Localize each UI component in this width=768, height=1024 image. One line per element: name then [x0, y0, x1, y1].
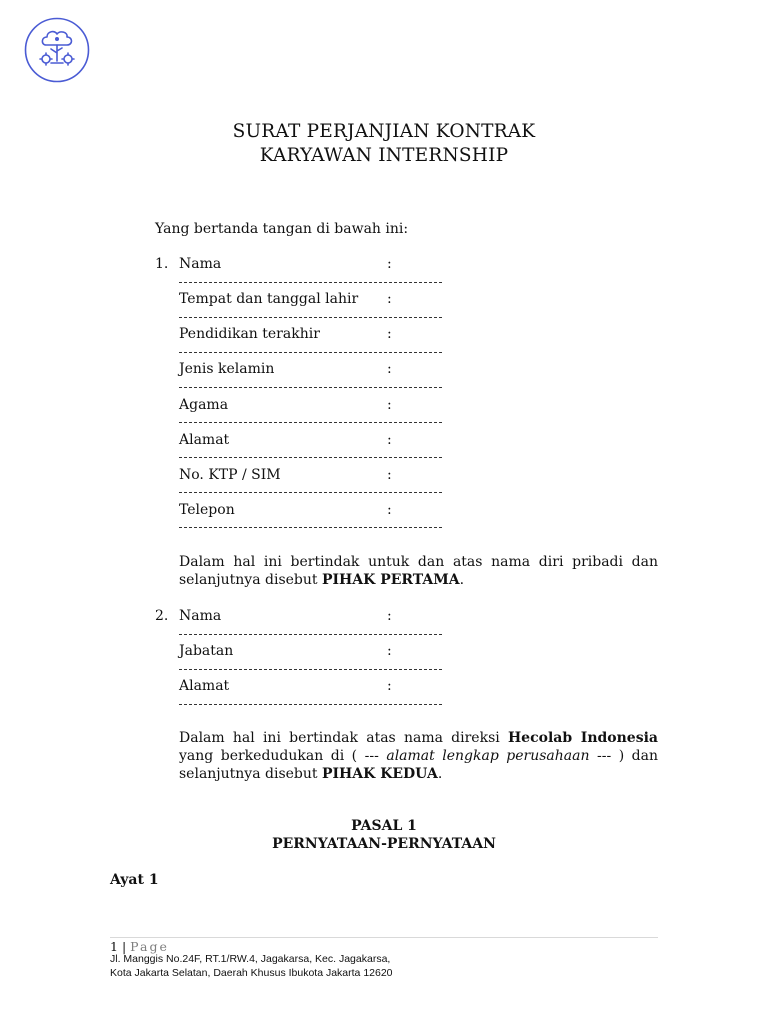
fill-in-line[interactable]	[179, 704, 442, 705]
fill-in-line[interactable]	[179, 634, 442, 635]
party-1-field-label: Agama	[179, 397, 229, 413]
pasal-number: PASAL 1	[351, 818, 417, 834]
party-1-field-label: No. KTP / SIM	[179, 467, 281, 483]
company-name: Hecolab Indonesia	[507, 730, 658, 746]
party-1-field-label: Tempat dan tanggal lahir	[179, 291, 359, 307]
party-1-field-label: Telepon	[179, 502, 235, 518]
logo-tree-gears-icon	[24, 17, 90, 83]
field-colon: :	[387, 326, 392, 342]
document-title-line-2: KARYAWAN INTERNSHIP	[259, 145, 509, 166]
party-2-number: 2.	[155, 608, 169, 624]
field-colon: :	[387, 432, 392, 448]
field-colon: :	[387, 678, 392, 694]
fill-in-line[interactable]	[179, 457, 442, 458]
document-title-line-1: SURAT PERJANJIAN KONTRAK	[232, 121, 536, 142]
field-colon: :	[387, 467, 392, 483]
fill-in-line[interactable]	[179, 282, 442, 283]
footer-address-line-2: Kota Jakarta Selatan, Daerah Khusus Ibukota Jakarta 12620	[110, 967, 393, 979]
party-1-field-label: Jenis kelamin	[179, 361, 275, 377]
fill-in-line[interactable]	[179, 492, 442, 493]
field-colon: :	[387, 361, 392, 377]
footer-divider	[110, 937, 658, 938]
field-colon: :	[387, 608, 392, 624]
party-2-field-label: Jabatan	[179, 643, 234, 659]
party-1-field-label: Alamat	[179, 432, 230, 448]
fill-in-line[interactable]	[179, 527, 442, 528]
party-2-field-label: Nama	[179, 608, 222, 624]
field-colon: :	[387, 502, 392, 518]
footer-address-line-1: Jl. Manggis No.24F, RT.1/RW.4, Jagakarsa, Kec. Jagakarsa,	[110, 953, 391, 965]
field-colon: :	[387, 643, 392, 659]
address-placeholder: alamat lengkap perusahaan	[386, 748, 590, 764]
intro-text: Yang bertanda tangan di bawah ini:	[155, 221, 409, 237]
fill-in-line[interactable]	[179, 317, 442, 318]
fill-in-line[interactable]	[179, 387, 442, 388]
party-1-designation: PIHAK PERTAMA	[321, 572, 460, 588]
field-colon: :	[387, 256, 392, 272]
fill-in-line[interactable]	[179, 422, 442, 423]
field-colon: :	[387, 291, 392, 307]
party-1-number: 1.	[155, 256, 169, 272]
page-number: 1 | Page	[110, 939, 169, 954]
fill-in-line[interactable]	[179, 669, 442, 670]
party-1-field-label: Pendidikan terakhir	[179, 326, 320, 342]
party-1-statement: Dalam hal ini bertindak untuk dan atas nama diri pribadi dan selanjutnya disebut PIHAK PERTAMA.	[179, 554, 658, 588]
ayat-heading: Ayat 1	[110, 872, 159, 888]
party-2-statement: Dalam hal ini bertindak atas nama direksi Hecolab Indonesia yang berkedudukan di ( --- alamat lengkap perusahaan --- ) dan selanjutnya disebut PIHAK KEDUA.	[179, 730, 658, 782]
party-2-field-label: Alamat	[179, 678, 230, 694]
party-2-designation: PIHAK KEDUA	[321, 766, 438, 782]
party-1-field-label: Nama	[179, 256, 222, 272]
pasal-title: PERNYATAAN-PERNYATAAN	[272, 836, 496, 852]
field-colon: :	[387, 397, 392, 413]
fill-in-line[interactable]	[179, 352, 442, 353]
